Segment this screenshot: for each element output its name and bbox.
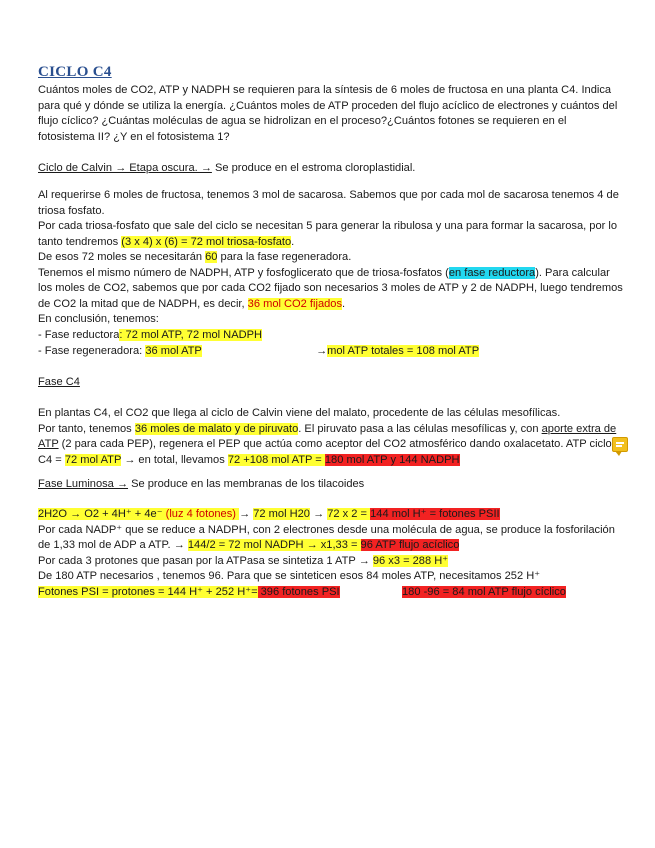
text-run: Por cada NADP⁺ que se reduce a NADPH, con 2 electrones desde una molécula de agua, se produce la fosforilación de 1,33 mol de ADP a ATP. → [38, 523, 615, 552]
text-run: (2 para cada PEP), regenera el PEP que actúa como aceptor del CO2 atmosférico dando oxalacetato. ATP ciclo C4 = [38, 438, 612, 466]
fase-reductora-line [38, 328, 623, 344]
arrow-text: → [239, 508, 254, 520]
text-run: De esos 72 moles se necesitarán [38, 251, 206, 263]
text-run: . El piruvato pasa a las células mesofílicas y, con [298, 422, 542, 435]
calvin-paragraph-3 [38, 250, 623, 266]
highlight-luz-fotones: (luz 4 fotones) [162, 508, 236, 520]
text-run: Tenemos el mismo número de NADPH, ATP y fosfoglicerato que de triosa-fosfatos ( [38, 266, 449, 279]
highlight-reductora: : 72 mol ATP, 72 mol NADPH [119, 329, 263, 341]
highlight-co2-fijados: 36 mol CO2 fijados [247, 297, 342, 310]
text-run: Por cada 3 protones que pasan por la ATPasa se sintetiza 1 ATP → [38, 554, 373, 567]
text-run: . [291, 235, 295, 248]
c4-heading: Fase C4 [38, 376, 80, 388]
calvin-conclusion: En conclusión, tenemos: [38, 313, 159, 326]
highlight-fotones-psi-calc: Fotones PSI = protones = 144 H⁺ + 252 H⁺= [38, 586, 258, 598]
calvin-heading [38, 161, 623, 177]
highlight-96-atp-aciclico: 96 ATP flujo acíclico [360, 539, 460, 552]
text-run: ). Para calcular los moles de CO2, sabemos que por cada CO2 fijado son necesarios 3 moles de ATP y 2 de NADPH, luego tendremos de CO2 la mitad que de NADPH, es decir, [38, 266, 623, 310]
arrow-text: → [316, 344, 328, 357]
calvin-heading-underlined: Ciclo de Calvin → Etapa oscura. → [38, 162, 212, 174]
text-run: - Fase reductora [38, 329, 120, 341]
text-run: → en total, llevamos [121, 453, 228, 466]
calvin-paragraph-4 [38, 266, 623, 313]
text-run: Por tanto, tenemos [38, 422, 135, 435]
comment-icon[interactable] [612, 437, 628, 452]
highlight-nadph-calc: 144/2 = 72 mol NADPH → x1,33 = [187, 539, 361, 552]
highlight-60: 60 [205, 251, 218, 263]
highlight-sum: 72 +108 mol ATP = [227, 453, 325, 466]
calvin-paragraph-2 [38, 219, 623, 250]
highlight-water-equation: 2H2O → O2 + 4H⁺ + 4e⁻ [38, 508, 163, 520]
flujo-ciclico-line [402, 585, 632, 601]
calvin-heading-rest: Se produce en el estroma cloroplastidial. [211, 162, 416, 174]
intro-question: Cuántos moles de CO2, ATP y NADPH se requieren para la síntesis de 6 moles de fructosa en una planta C4. Indica para qué y dónde se utiliza la energía. ¿Cuántos moles de ATP proceden del flujo acíclico de electrones y cuántos del flujo cíclico? ¿Cuántas moléculas de agua se hidrolizan en el proceso?¿Cuántos fotones se requieren en el fotosistema II? ¿Y en el fotosistema 1? [38, 84, 618, 143]
highlight-total-atp: mol ATP totales = 108 mol ATP [327, 344, 480, 357]
luminosa-heading-rest: Se produce en las membranas de los tilacoides [128, 478, 365, 490]
luminosa-heading [38, 477, 623, 493]
total-atp-line [316, 344, 616, 360]
highlight-396-fotones: 396 fotones PSI [257, 586, 340, 598]
page-title: CICLO C4 [38, 64, 112, 80]
highlight-triosa: (3 x 4) x (6) = 72 mol triosa-fosfato [121, 235, 292, 248]
highlight-72-h2o: 72 mol H20 [253, 508, 310, 520]
highlight-84-atp-ciclico: 180 -96 = 84 mol ATP flujo cíclico [402, 586, 566, 598]
text-run: para la fase regeneradora. [217, 251, 352, 263]
highlight-180-atp: 180 mol ATP y 144 NADPH [324, 453, 460, 466]
arrow-text: → [309, 508, 328, 520]
c4-paragraph-2 [38, 422, 623, 469]
underlined-aporte-atp: aporte extra de ATP [38, 422, 617, 451]
calvin-paragraph-1: Al requerirse 6 moles de fructosa, tenemos 3 mol de sacarosa. Sabemos que por cada mol de sacarosa tenemos 4 de triosa fosfato. [38, 189, 619, 217]
c4-paragraph-1: En plantas C4, el CO2 que llega al ciclo de Calvin viene del malato, procedente de las células mesofílicas. [38, 407, 561, 419]
highlight-72x2: 72 x 2 = [327, 508, 371, 520]
highlight-malato: 36 moles de malato y de piruvato [134, 422, 299, 435]
luminosa-paragraph-3: De 180 ATP necesarios , tenemos 96. Para que se sinteticen esos 84 moles ATP, necesitamos 252 H⁺ [38, 570, 541, 583]
text-run: - Fase regeneradora: [38, 344, 146, 357]
highlight-regeneradora: 36 mol ATP [145, 344, 202, 357]
highlight-288-h: 96 x3 = 288 H⁺ [372, 554, 449, 567]
luminosa-heading-underlined: Fase Luminosa → [38, 478, 129, 490]
text-run: Por cada triosa-fosfato que sale del ciclo se necesitan 5 para generar la ribulosa y una para formar la sacarosa, por lo tanto tendremos [38, 220, 618, 248]
luminosa-paragraph-2 [38, 554, 623, 570]
highlight-144-fotones-psii: 144 mol H⁺ = fotones PSII [370, 508, 500, 520]
text-run: . [342, 297, 346, 310]
highlight-72-atp: 72 mol ATP [64, 453, 122, 466]
highlight-fase-reductora: en fase reductora [448, 266, 536, 279]
water-equation [38, 507, 623, 523]
luminosa-paragraph-1 [38, 523, 623, 554]
